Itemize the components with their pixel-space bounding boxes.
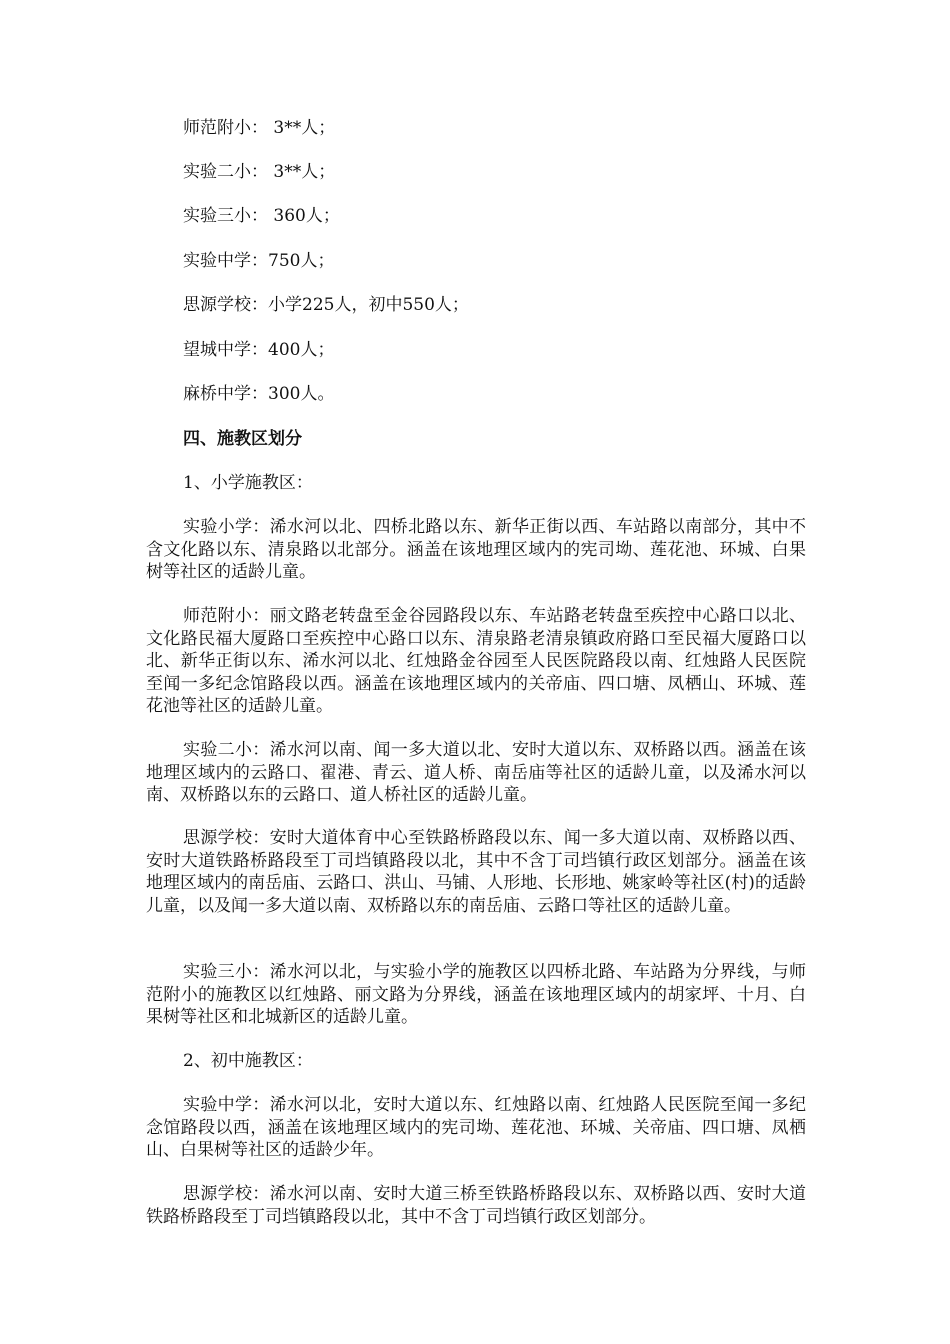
- enrollment-line-shiyan-san: 实验三小： 360人；: [183, 206, 340, 226]
- enrollment-line-shiyan-er: 实验二小： 3**人；: [183, 162, 336, 182]
- enrollment-line-wangcheng: 望城中学：400人；: [183, 340, 335, 360]
- section-heading: 四、施教区划分: [183, 429, 302, 449]
- zone-paragraph-siyuan-middle: 思源学校：浠水河以南、安时大道三桥至铁路桥路段以东、双桥路以西、安时大道铁路桥路段至丁司垱镇路段以北，其中不含丁司垱镇行政区划部分。: [146, 1184, 806, 1227]
- zone-paragraph-shiyan-xiao: 实验小学：浠水河以北、四桥北路以东、新华正街以西、车站路以南部分，其中不含文化路以东、清泉路以北部分。涵盖在该地理区域内的宪司坳、莲花池、环城、白果树等社区的适龄儿童。: [146, 517, 806, 582]
- enrollment-line-shiyan-zhong: 实验中学：750人；: [183, 251, 335, 271]
- primary-zone-subheading: 1、小学施教区：: [183, 473, 313, 493]
- enrollment-line-siyuan: 思源学校：小学225人，初中550人；: [183, 295, 469, 315]
- zone-paragraph-siyuan-primary: 思源学校：安时大道体育中心至铁路桥路段以东、闻一多大道以南、双桥路以西、安时大道铁路桥路段至丁司垱镇路段以北，其中不含丁司垱镇行政区划部分。涵盖在该地理区域内的南岳庙、云路口、洪山、马铺、人形地、长形地、姚家岭等社区(村)的适龄儿童，以及闻一多大道以南、双桥路以东的南岳庙、云路口等社区的适龄儿童。: [146, 828, 806, 916]
- enrollment-line-maqiao: 麻桥中学：300人。: [183, 384, 335, 404]
- zone-paragraph-shiyan-erxiao: 实验二小：浠水河以南、闻一多大道以北、安时大道以东、双桥路以西。涵盖在该地理区域内的云路口、翟港、青云、道人桥、南岳庙等社区的适龄儿童，以及浠水河以南、双桥路以东的云路口、道人桥社区的适龄儿童。: [146, 740, 806, 805]
- zone-paragraph-shiyan-zhongxue: 实验中学：浠水河以北，安时大道以东、红烛路以南、红烛路人民医院至闻一多纪念馆路段以西，涵盖在该地理区域内的宪司坳、莲花池、环城、关帝庙、四口塘、凤栖山、白果树等社区的适龄少年。: [146, 1095, 806, 1160]
- zone-paragraph-shiyan-sanxiao: 实验三小：浠水河以北，与实验小学的施教区以四桥北路、车站路为分界线，与师范附小的施教区以红烛路、丽文路为分界线，涵盖在该地理区域内的胡家坪、十月、白果树等社区和北城新区的适龄儿童。: [146, 962, 806, 1027]
- middle-zone-subheading: 2、初中施教区：: [183, 1051, 313, 1071]
- enrollment-line-shifan: 师范附小： 3**人；: [183, 118, 336, 138]
- zone-paragraph-shifan-fuxiao: 师范附小：丽文路老转盘至金谷园路段以东、车站路老转盘至疾控中心路口以北、文化路民福大厦路口至疾控中心路口以东、清泉路老清泉镇政府路口至民福大厦路口以北、新华正街以东、浠水河以北、红烛路金谷园至人民医院路段以南、红烛路人民医院至闻一多纪念馆路段以西。涵盖在该地理区域内的关帝庙、四口塘、凤栖山、环城、莲花池等社区的适龄儿童。: [146, 606, 806, 716]
